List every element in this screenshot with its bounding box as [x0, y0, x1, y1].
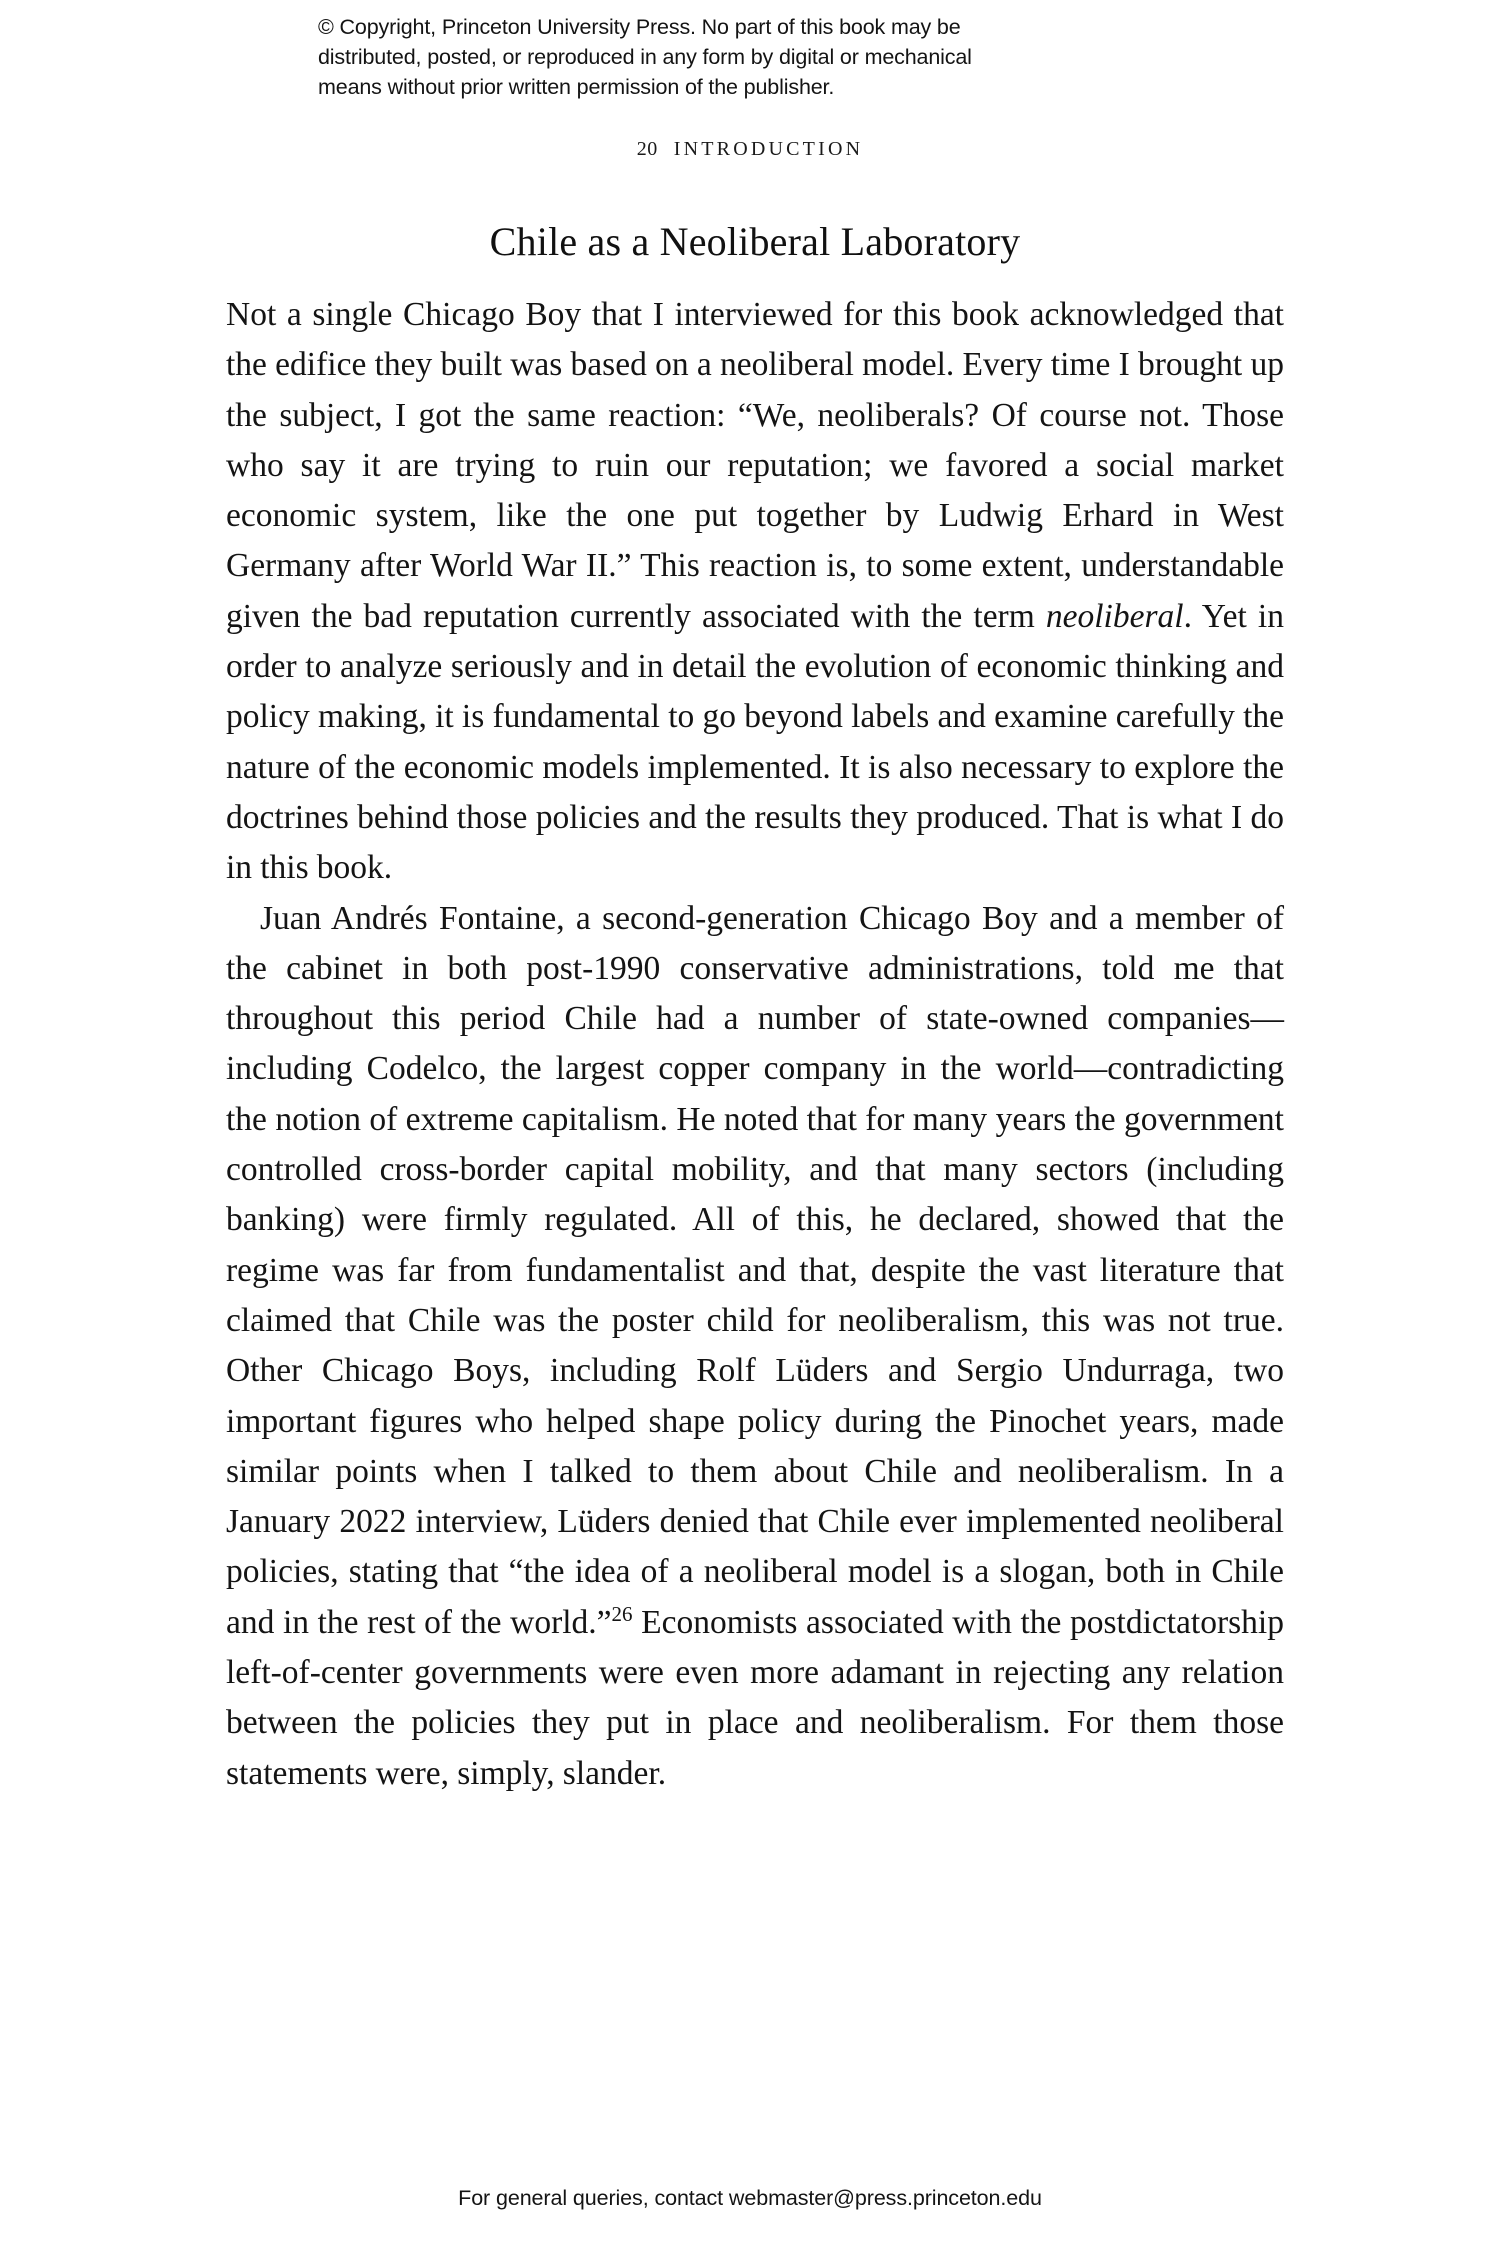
- copyright-line-3: means without prior written permission of the publisher.: [318, 75, 835, 99]
- running-head: [0, 136, 1500, 161]
- page-number: 20: [636, 138, 658, 160]
- page-body: [226, 218, 1284, 1799]
- running-head-title: INTRODUCTION: [673, 138, 864, 160]
- footnote-reference-26[interactable]: 26: [611, 1601, 633, 1626]
- page-footer: For general queries, contact webmaster@press.princeton.edu: [458, 2186, 1042, 2210]
- paragraph-2-part-b: Economists associated with the postdictatorship left-of-center governments were even more adamant in rejecting any relation between the policies they put in place and neoliberalism. For them those statements were, simply, slander.: [226, 1603, 1284, 1792]
- copyright-line-2: distributed, posted, or reproduced in any form by digital or mechanical: [318, 45, 972, 69]
- copyright-line-1: © Copyright, Princeton University Press. No part of this book may be: [318, 15, 961, 39]
- paragraph-2-part-a: Juan Andrés Fontaine, a second-generation Chicago Boy and a member of the cabinet in both post-1990 conservative administrations, told me that throughout this period Chile had a number of state-owned companies—including Codelco, the largest copper company in the world—contradicting the notion of extreme capitalism. He noted that for many years the government controlled cross-border capital mobility, and that many sectors (including banking) were firmly regulated. All of this, he declared, showed that the regime was far from fundamentalist and that, despite the vast literature that claimed that Chile was the poster child for neoliberalism, this was not true. Other Chicago Boys, including Rolf Lüders and Sergio Undurraga, two important figures who helped shape policy during the Pinochet years, made similar points when I talked to them about Chile and neoliberalism. In a January 2022 interview, Lüders denied that Chile ever implemented neoliberal policies, stating that “the idea of a neoliberal model is a slogan, both in Chile and in the rest of the world.”: [226, 899, 1284, 1641]
- section-title: Chile as a Neoliberal Laboratory: [489, 219, 1021, 264]
- paragraph-1: [226, 290, 1284, 894]
- paragraph-1-part-a: Not a single Chicago Boy that I interviewed for this book acknowledged that the edifice they built was based on a neoliberal model. Every time I brought up the subject, I got the same reaction: “We, neoliberals? Of course not. Those who say it are trying to ruin our reputation; we favored a social market economic system, like the one put together by Ludwig Erhard in West Germany after World War II.” This reaction is, to some extent, understandable given the bad reputation currently associated with the term: [226, 296, 1284, 635]
- paragraph-1-part-b: . Yet in order to analyze seriously and in detail the evolution of economic thinking and policy making, it is fundamental to go beyond labels and examine carefully the nature of the economic models implemented. It is also necessary to explore the doctrines behind those policies and the results they produced. That is what I do in this book.: [226, 597, 1284, 887]
- paragraph-2: [226, 894, 1284, 1799]
- copyright-notice: [318, 12, 1158, 102]
- emphasized-term-neoliberal: neoliberal: [1045, 597, 1184, 635]
